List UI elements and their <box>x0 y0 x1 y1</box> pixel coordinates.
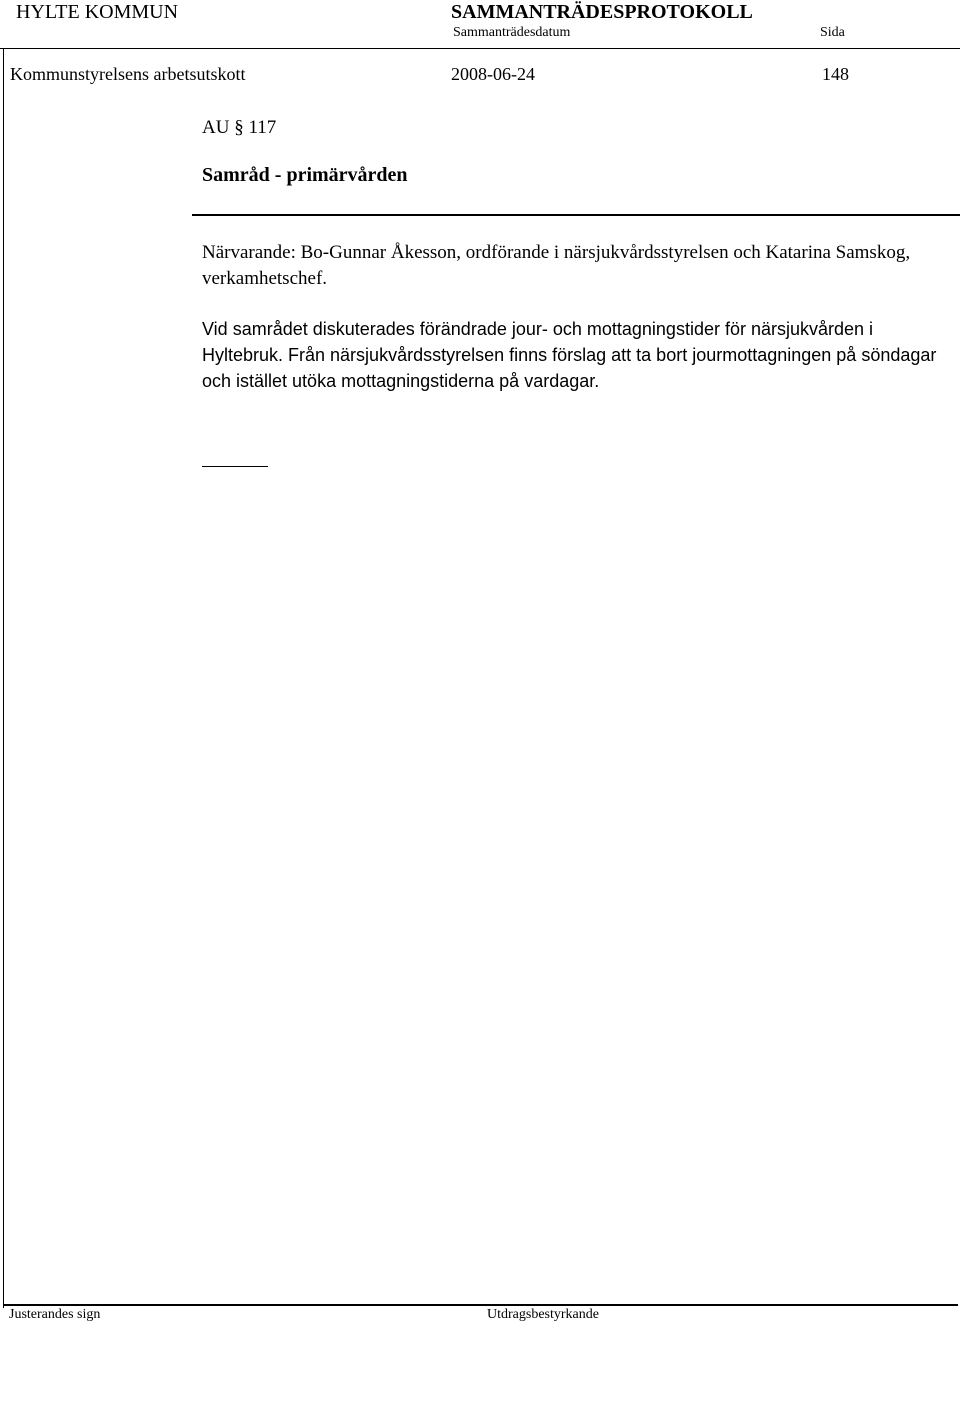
paragraph-id: AU § 117 <box>202 117 277 138</box>
attendance-paragraph: Närvarande: Bo-Gunnar Åkesson, ordförande i närsjukvårdsstyrelsen och Katarina Samskog, verkamhetschef. <box>202 242 911 289</box>
title-divider <box>192 214 960 216</box>
meeting-date: 2008-06-24 <box>451 64 535 84</box>
header-divider <box>0 48 960 49</box>
extract-certifies-label: Utdragsbestyrkande <box>487 1307 599 1322</box>
page-number: 148 <box>822 64 849 84</box>
document-type: SAMMANTRÄDESPROTOKOLL <box>451 1 753 23</box>
case-title: Samråd - primärvården <box>202 164 408 186</box>
committee-name: Kommunstyrelsens arbetsutskott <box>10 64 246 84</box>
adjuster-sign-label: Justerandes sign <box>9 1307 101 1322</box>
municipality-name: HYLTE KOMMUN <box>16 1 179 23</box>
discussion-paragraph: Vid samrådet diskuterades förändrade jour- och mottagningstider för närsjukvården i Hyltebruk. Från närsjukvårdsstyrelsen finns förslag att ta bort jourmottagningen på söndagar och istället utöka mottagningstiderna på vardagar. <box>202 319 937 391</box>
left-margin-rule <box>3 48 4 1308</box>
meeting-date-label: Sammanträdesdatum <box>453 25 571 40</box>
footer-divider <box>3 1304 958 1306</box>
page-label: Sida <box>820 25 845 40</box>
end-of-item-line <box>202 466 268 467</box>
